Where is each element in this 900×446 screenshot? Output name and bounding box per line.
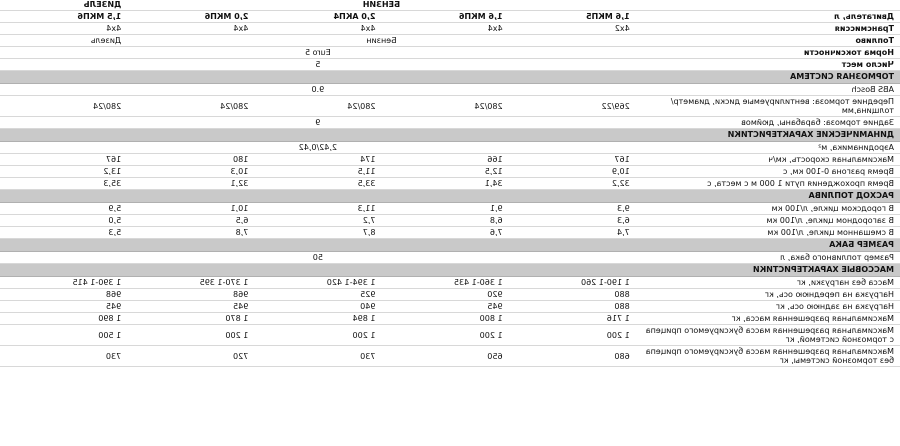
cell-value: 167 xyxy=(0,154,127,166)
cell-value: 5,9 xyxy=(0,203,127,215)
row-label: В городском цикле, л/100 км xyxy=(636,203,900,215)
cell-value: 945 xyxy=(0,301,127,313)
cell-value: 11,3 xyxy=(254,203,381,215)
engine-col-2: 1,6 МКП6 xyxy=(381,11,508,23)
cell-value: 12,5 xyxy=(381,166,508,178)
section-title: ТОРМОЗНАЯ СИСТЕМА xyxy=(0,71,900,84)
cell-value: 1 200 xyxy=(381,325,508,346)
engine-col-4: 2,0 МКП6 xyxy=(127,11,254,23)
mass-row xyxy=(0,301,900,313)
cell-value: 6,3 xyxy=(509,215,636,227)
cell-value: 1 370-1 395 xyxy=(127,277,254,289)
cell-value: 730 xyxy=(0,346,127,367)
brakes-row xyxy=(0,117,900,129)
cell-value: 1 716 xyxy=(509,313,636,325)
cell-value: 10,9 xyxy=(509,166,636,178)
cell-value: 180 xyxy=(127,154,254,166)
cell-value: 1 200 xyxy=(254,325,381,346)
cell-value: 166 xyxy=(381,154,508,166)
cell-value: 1 890 xyxy=(0,313,127,325)
cell-value: 13,2 xyxy=(0,166,127,178)
row-label: Норма токсичности xyxy=(636,47,900,59)
cell-value: 1 390-1 415 xyxy=(0,277,127,289)
cell-value: 6,5 xyxy=(127,215,254,227)
seats-row xyxy=(0,59,900,71)
row-label: Передние тормоза: вентилируемые диски, диаметр/толщина,мм xyxy=(636,96,900,117)
cell-value: 920 xyxy=(381,289,508,301)
cell-value: 6,8 xyxy=(381,215,508,227)
row-label: Топливо xyxy=(636,35,900,47)
cell-value: 50 xyxy=(0,252,636,264)
cell-value: 4x4 xyxy=(254,23,381,35)
row-label: Задние тормоза: барабаны, дюймов xyxy=(636,117,900,129)
brakes-row xyxy=(0,84,900,96)
mass-row xyxy=(0,289,900,301)
cell-value: 940 xyxy=(254,301,381,313)
cell-value: 1 500 xyxy=(0,325,127,346)
cell-value: 10,1 xyxy=(127,203,254,215)
cell-value: 945 xyxy=(381,301,508,313)
row-label: Число мест xyxy=(636,59,900,71)
cell-value: 8,7 xyxy=(254,227,381,239)
section-header-dynamics xyxy=(0,129,900,142)
row-label: Масса без нагрузки, кг xyxy=(636,277,900,289)
row-label: Максимальная разрешенная масса, кг xyxy=(636,313,900,325)
row-label: Максимальная разрешенная масса буксируемого прицепа с тормозной системой, кг xyxy=(636,325,900,346)
section-title: РАСХОД ТОПЛИВА xyxy=(0,190,900,203)
cell-value: 1 190-1 260 xyxy=(509,277,636,289)
cell-value: 9 xyxy=(0,117,636,129)
cell-value: 968 xyxy=(0,289,127,301)
mass-row xyxy=(0,277,900,289)
dynamics-row xyxy=(0,154,900,166)
cell-value: 4x2 xyxy=(509,23,636,35)
dynamics-row xyxy=(0,166,900,178)
cell-value: 269/22 xyxy=(509,96,636,117)
cell-value: 35,3 xyxy=(0,178,127,190)
section-title: МАССОВЫЕ ХАРАКТЕРИСТИКИ xyxy=(0,264,900,277)
cell-value: 5,0 xyxy=(0,215,127,227)
section-title: РАЗМЕР БАКА xyxy=(0,239,900,252)
cell-value: 34,1 xyxy=(381,178,508,190)
cell-value: 730 xyxy=(254,346,381,367)
engine-label: Двигатель, л xyxy=(636,11,900,23)
cell-value: 7,4 xyxy=(509,227,636,239)
cell-value: 7,6 xyxy=(381,227,508,239)
row-label: Нагрузка на переднюю ось, кг xyxy=(636,289,900,301)
cell-value: 7,2 xyxy=(254,215,381,227)
cell-value: 5 xyxy=(0,59,636,71)
cell-value: 5,3 xyxy=(0,227,127,239)
cell-value: 1 200 xyxy=(509,325,636,346)
row-label: В загородном цикле, л/100 км xyxy=(636,215,900,227)
cell-value: 11,5 xyxy=(254,166,381,178)
cell-value: 32,1 xyxy=(127,178,254,190)
cell-value: 650 xyxy=(381,346,508,367)
row-label: В смешанном цикле, л/100 км xyxy=(636,227,900,239)
fuel-group-row xyxy=(0,0,900,11)
section-header-mass xyxy=(0,264,900,277)
cell-value: 1 394-1 420 xyxy=(254,277,381,289)
cell-value: Дизель xyxy=(0,35,127,47)
mass-row xyxy=(0,325,900,346)
row-label: Трансмиссия xyxy=(636,23,900,35)
cell-value: Бензин xyxy=(127,35,636,47)
row-label: Аэродинамика, м² xyxy=(636,142,900,154)
cell-value: 9.0 xyxy=(0,84,636,96)
section-header-fuel xyxy=(0,190,900,203)
cell-value: 167 xyxy=(509,154,636,166)
cell-value: 9,3 xyxy=(509,203,636,215)
cell-value: Euro 5 xyxy=(0,47,636,59)
section-header-tank xyxy=(0,239,900,252)
row-label: ABS Bosch xyxy=(636,84,900,96)
brakes-row xyxy=(0,96,900,117)
cell-value: 880 xyxy=(509,301,636,313)
cell-value: 968 xyxy=(127,289,254,301)
section-title: ДИНАМИЧЕСКИЕ ХАРАКТЕРИСТИКИ xyxy=(0,129,900,142)
fuel-group-diesel: ДИЗЕЛЬ xyxy=(0,0,127,11)
dynamics-row xyxy=(0,142,900,154)
cell-value: 280/24 xyxy=(381,96,508,117)
cell-value: 1 800 xyxy=(381,313,508,325)
fuel-row xyxy=(0,227,900,239)
cell-value: 1 894 xyxy=(254,313,381,325)
cell-value: 680 xyxy=(509,346,636,367)
tank-row xyxy=(0,252,900,264)
mass-row xyxy=(0,313,900,325)
cell-value: 32,2 xyxy=(509,178,636,190)
cell-value: 174 xyxy=(254,154,381,166)
engine-col-1: 1,6 МКП5 xyxy=(509,11,636,23)
cell-value: 1 360-1 435 xyxy=(381,277,508,289)
engine-col-3: 2,0 АКП4 xyxy=(254,11,381,23)
row-label: Время прохождения пути 1 000 м с места, с xyxy=(636,178,900,190)
cell-value: 2,42/0,42 xyxy=(0,142,636,154)
row-label: Максимальная разрешенная масса буксируемого прицепа без тормозной системы, кг xyxy=(636,346,900,367)
cell-value: 4x4 xyxy=(381,23,508,35)
cell-value: 4x4 xyxy=(127,23,254,35)
fuel-type-row xyxy=(0,35,900,47)
cell-value: 33,5 xyxy=(254,178,381,190)
cell-value: 4x4 xyxy=(0,23,127,35)
engine-row xyxy=(0,11,900,23)
cell-value: 1 200 xyxy=(127,325,254,346)
emission-row xyxy=(0,47,900,59)
row-label: Размер топливного бака, л xyxy=(636,252,900,264)
row-label: Нагрузка на заднюю ось, кг xyxy=(636,301,900,313)
section-header-brakes xyxy=(0,71,900,84)
cell-value: 10,3 xyxy=(127,166,254,178)
cell-value: 925 xyxy=(254,289,381,301)
cell-value: 880 xyxy=(509,289,636,301)
fuel-row xyxy=(0,215,900,227)
cell-value: 1 870 xyxy=(127,313,254,325)
mass-row xyxy=(0,346,900,367)
cell-value: 9,1 xyxy=(381,203,508,215)
cell-value: 7,8 xyxy=(127,227,254,239)
dynamics-row xyxy=(0,178,900,190)
transmission-row xyxy=(0,23,900,35)
fuel-row xyxy=(0,203,900,215)
cell-value: 280/24 xyxy=(127,96,254,117)
cell-value: 720 xyxy=(127,346,254,367)
row-label: Максимальная скорость, км/ч xyxy=(636,154,900,166)
cell-value: 945 xyxy=(127,301,254,313)
cell-value: 280/24 xyxy=(0,96,127,117)
row-label: Время разгона 0-100 км, с xyxy=(636,166,900,178)
engine-col-5: 1,5 МКП6 xyxy=(0,11,127,23)
fuel-group-petrol: БЕНЗИН xyxy=(127,0,636,11)
cell-value: 280/24 xyxy=(254,96,381,117)
